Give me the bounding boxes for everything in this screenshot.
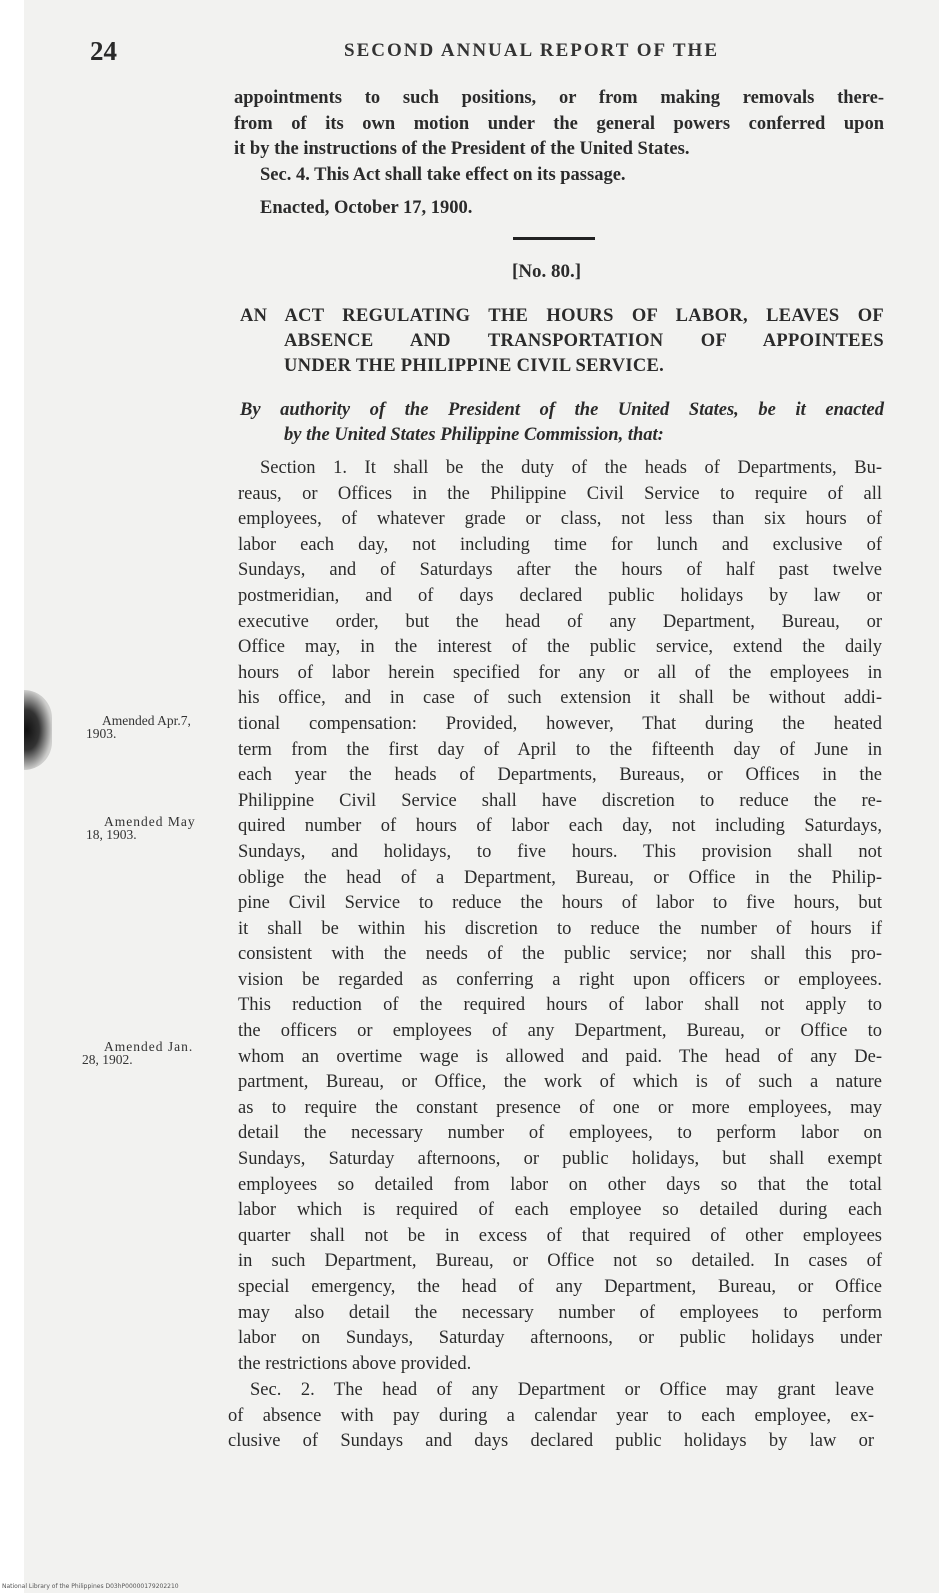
text-line: pine Civil Service to reduce the hours of labor to five hours, but: [238, 893, 882, 914]
text-line: in such Department, Bureau, or Office not so detailed. In cases of: [238, 1251, 882, 1272]
text-line: quired number of hours of labor each day, not including Saturdays,: [238, 816, 882, 837]
text-line: partment, Bureau, or Office, the work of which is of such a nature: [238, 1072, 882, 1093]
act-title-line: AN ACT REGULATING THE HOURS OF LABOR, LEAVES OF: [240, 306, 884, 326]
enacting-clause: [240, 398, 884, 448]
text-line: quarter shall not be in excess of that required of other employees: [238, 1225, 882, 1246]
margin-note-line: Amended Apr.7,: [102, 713, 191, 728]
text-line: tional compensation: Provided, however, That during the heated: [238, 713, 882, 734]
text-line: Sundays, and of Saturdays after the hours of half past twelve: [238, 560, 882, 581]
text-line: labor on Sundays, Saturday afternoons, or public holidays under: [238, 1328, 882, 1349]
margin-note-line: 18, 1903.: [86, 827, 137, 842]
margin-note-line: Amended Jan.: [104, 1039, 194, 1054]
text-line: it shall be within his discretion to reduce the number of hours if: [238, 918, 882, 939]
text-line: postmeridian, and of days declared public holidays by law or: [238, 585, 882, 606]
margin-note-amendment: [82, 815, 196, 841]
section-divider: [513, 237, 595, 240]
text-line: may also detail the necessary number of employees to perform: [238, 1302, 882, 1323]
text-line: employees, of whatever grade or class, not less than six hours of: [238, 509, 882, 530]
margin-note-amendment: [82, 1040, 193, 1066]
text-line: employees so detailed from labor on other days so that the total: [238, 1174, 882, 1195]
text-line: vision be regarded as conferring a right upon officers or employees.: [238, 969, 882, 990]
margin-note-line: 1903.: [86, 726, 117, 741]
text-line: reaus, or Offices in the Philippine Civil Service to require of all: [238, 483, 882, 504]
text-line: the restrictions above provided.: [238, 1353, 472, 1374]
text-line: executive order, but the head of any Department, Bureau, or: [238, 611, 882, 632]
text-line: as to require the constant presence of one or more employees, may: [238, 1097, 882, 1118]
text-line: Philippine Civil Service shall have discretion to reduce the re-: [238, 790, 882, 811]
text-line: Sundays, Saturday afternoons, or public holidays, but shall exempt: [238, 1149, 882, 1170]
continuation-paragraph: [234, 86, 884, 163]
enacting-line: by the United States Philippine Commission, that:: [284, 425, 664, 445]
text-line: of absence with pay during a calendar year to each employee, ex-: [228, 1405, 874, 1426]
text-line: labor each day, not including time for lunch and exclusive of: [238, 534, 882, 555]
text-line: special emergency, the head of any Department, Bureau, or Office: [238, 1277, 882, 1297]
section-2: [228, 1378, 874, 1455]
text-line: the officers or employees of any Department, Bureau, or Office to: [238, 1021, 882, 1042]
text-line: appointments to such positions, or from making removals there-: [234, 88, 884, 108]
text-line: Sec. 2. The head of any Department or Office may grant leave: [250, 1380, 874, 1400]
enacted-date: [260, 196, 880, 222]
text-line: Sundays, and holidays, to five hours. This provision shall not: [238, 841, 882, 862]
text-line: Office may, in the interest of the public service, extend the daily: [238, 637, 882, 658]
text-line: term from the first day of April to the fifteenth day of June in: [238, 739, 882, 760]
text-line: Enacted, October 17, 1900.: [260, 198, 473, 218]
text-line: consistent with the needs of the public service; nor shall this pro-: [238, 944, 882, 965]
text-line: labor which is required of each employee so detailed during each: [238, 1200, 882, 1221]
text-line: it by the instructions of the President of the United States.: [234, 139, 690, 160]
page-header: [24, 36, 914, 68]
act-number: [No. 80.]: [512, 261, 582, 282]
text-line: whom an overtime wage is allowed and paid. The head of any De-: [238, 1046, 882, 1067]
text-line: Section 1. It shall be the duty of the heads of Departments, Bu-: [260, 458, 882, 478]
text-line: Sec. 4. This Act shall take effect on its passage.: [260, 165, 626, 185]
act-title: [240, 304, 884, 379]
margin-note-line: Amended May: [104, 814, 196, 829]
act-title-line: UNDER THE PHILIPPINE CIVIL SERVICE.: [284, 356, 665, 376]
running-head: SECOND ANNUAL REPORT OF THE: [344, 40, 719, 61]
text-line: detail the necessary number of employees, to perform labor on: [238, 1123, 882, 1144]
scan-credit: National Library of the Philippines D03hP00000179202210: [2, 1583, 179, 1590]
page-number: 24: [90, 36, 117, 66]
text-line: from of its own motion under the general powers conferred upon: [234, 113, 884, 134]
text-line: clusive of Sundays and days declared public holidays by law or: [228, 1431, 874, 1452]
text-line: This reduction of the required hours of labor shall not apply to: [238, 995, 882, 1016]
margin-note-line: 28, 1902.: [82, 1052, 133, 1067]
text-line: each year the heads of Departments, Bureaus, or Offices in the: [238, 765, 882, 786]
section-1: [238, 456, 882, 1377]
section-4: [260, 163, 880, 189]
text-line: his office, and in case of such extension it shall be without addi-: [238, 688, 882, 709]
enacting-line: By authority of the President of the United States, be it enacted: [240, 400, 884, 420]
text-line: oblige the head of a Department, Bureau, or Office in the Philip-: [238, 867, 882, 888]
act-title-line: ABSENCE AND TRANSPORTATION OF APPOINTEES: [284, 331, 884, 351]
text-line: hours of labor herein specified for any or all of the employees in: [238, 662, 882, 683]
margin-note-amendment: [82, 714, 191, 740]
